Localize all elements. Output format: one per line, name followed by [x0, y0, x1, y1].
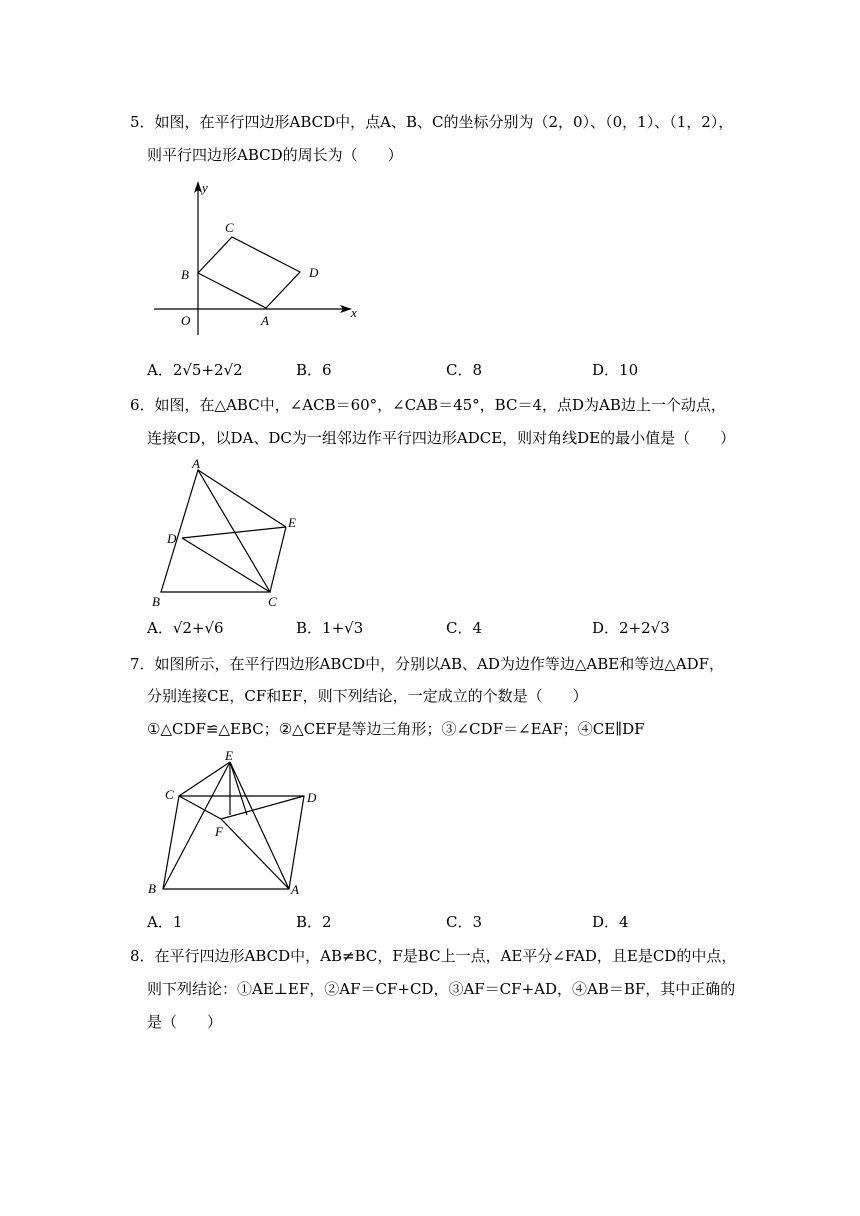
q7-line3: ①△CDF≌△EBC；②△CEF是等边三角形；③∠CDF＝∠EAF；④CE∥DF: [147, 720, 645, 738]
q6-label-c: C: [268, 594, 277, 609]
q6-option-c: C．4: [446, 619, 483, 637]
q5-line1: 5．如图，在平行四边形ABCD中，点A、B、C的坐标分别为（2，0）、（0，1）、（1，2），: [130, 113, 734, 131]
q5-label-a: A: [261, 313, 269, 328]
q7-line1: 7．如图所示，在平行四边形ABCD中，分别以AB、AD为边作等边△ABE和等边△ADF，: [130, 655, 725, 673]
q7-label-e: E: [225, 748, 233, 763]
q7-label-c: C: [165, 787, 174, 802]
q6-label-b: B: [152, 594, 160, 609]
q6-figure: [145, 455, 315, 615]
q5-label-y: y: [202, 180, 208, 195]
q5-option-d: D．10: [592, 361, 639, 379]
q5-line2: 则平行四边形ABCD的周长为（ ）: [147, 146, 403, 164]
q8-line1: 8．在平行四边形ABCD中，AB≠BC，F是BC上一点，AE平分∠FAD，且E是CD的中点，: [130, 947, 737, 965]
q6-line2: 连接CD，以DA、DC为一组邻边作平行四边形ADCE，则对角线DE的最小值是（ ）: [147, 429, 736, 447]
q6-label-d: D: [167, 531, 177, 546]
q7-label-a: A: [291, 882, 299, 897]
q5-label-b: B: [181, 267, 189, 282]
q5-label-x: x: [351, 305, 357, 320]
q8-line2: 则下列结论：①AE⊥EF，②AF＝CF+CD，③AF＝CF+AD，④AB＝BF，其中正确的: [147, 980, 736, 998]
q7-option-c: C．3: [446, 913, 483, 931]
q7-option-d: D．4: [592, 913, 629, 931]
q7-option-a: A．1: [147, 913, 183, 931]
q5-figure: [140, 175, 370, 345]
q6-line1: 6．如图，在△ABC中，∠ACB＝60°，∠CAB＝45°，BC＝4，点D为AB边上一个动点，: [130, 396, 726, 414]
q7-option-b: B．2: [296, 913, 332, 931]
q5-label-o: O: [181, 313, 191, 328]
q5-label-d: D: [309, 265, 319, 280]
q6-label-a: A: [192, 456, 200, 471]
q7-figure: [145, 745, 330, 905]
q5-option-b: B．6: [296, 361, 332, 379]
q7-line2: 分别连接CE，CF和EF，则下列结论，一定成立的个数是（ ）: [147, 687, 588, 705]
q8-line3: 是（ ）: [147, 1013, 223, 1031]
q5-label-c: C: [225, 220, 234, 235]
q7-label-b: B: [148, 881, 156, 896]
q5-option-c: C．8: [446, 361, 483, 379]
q6-option-d: D．2+2√3: [592, 619, 670, 637]
q7-label-f: F: [215, 824, 223, 839]
q7-label-d: D: [307, 790, 317, 805]
q6-option-b: B．1+√3: [296, 619, 364, 637]
q5-option-a: A．2√5+2√2: [147, 361, 243, 379]
q6-option-a: A．√2+√6: [147, 619, 224, 637]
q6-label-e: E: [288, 515, 296, 530]
